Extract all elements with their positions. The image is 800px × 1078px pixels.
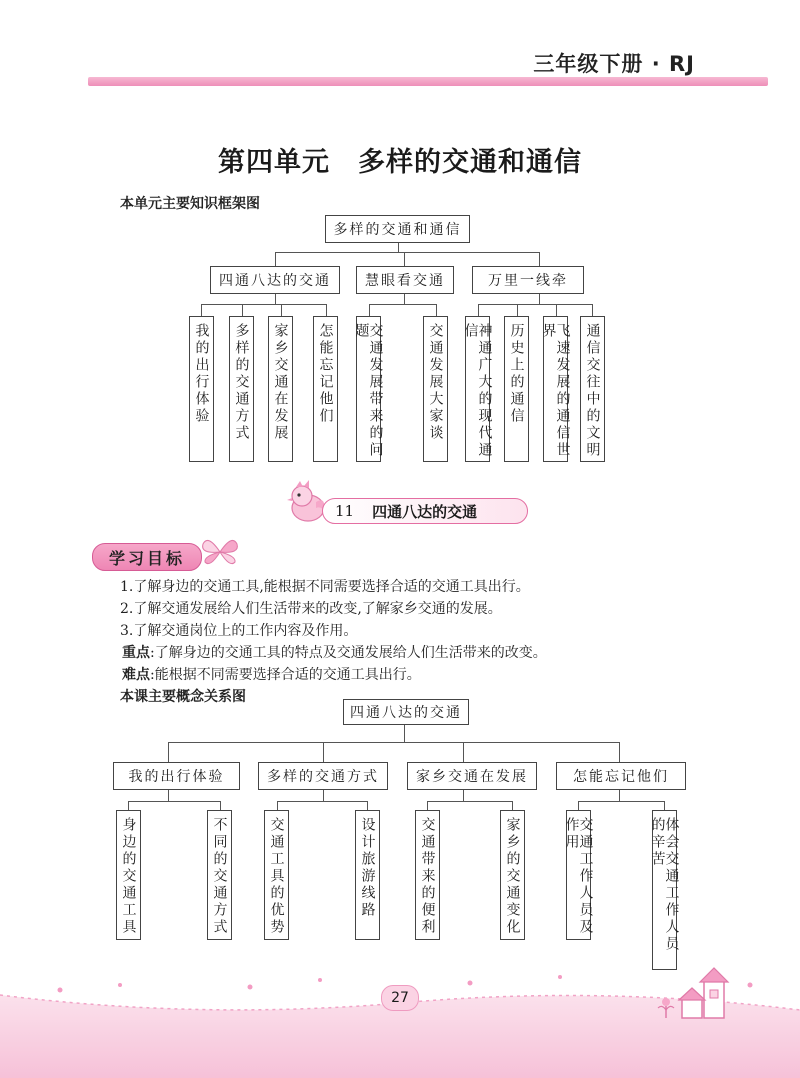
framework-leaf: 交通发展带来的问题 bbox=[356, 316, 381, 462]
concept-leaf: 交通带来的便利 bbox=[415, 810, 440, 940]
connector bbox=[201, 304, 326, 305]
connector bbox=[427, 801, 513, 802]
house-icon bbox=[652, 966, 732, 1022]
concept-branch: 家乡交通在发展 bbox=[407, 762, 537, 790]
connector bbox=[404, 293, 405, 304]
goal-item: 3.了解交通岗位上的工作内容及作用。 bbox=[120, 623, 358, 639]
framework-leaf: 通信交往中的文明 bbox=[580, 316, 605, 462]
connector bbox=[168, 742, 619, 743]
concept-branch: 怎能忘记他们 bbox=[556, 762, 686, 790]
connector bbox=[323, 789, 324, 801]
framework-leaf: 我的出行体验 bbox=[189, 316, 214, 462]
difficult-point-label: 难点 bbox=[122, 667, 150, 683]
concept-leaf: 设计旅游线路 bbox=[355, 810, 380, 940]
framework-leaf: 交通发展大家谈 bbox=[423, 316, 448, 462]
framework-leaf: 神通广大的现代通信 bbox=[465, 316, 490, 462]
framework-branch: 慧眼看交通 bbox=[356, 266, 454, 294]
connector bbox=[619, 742, 620, 762]
concept-leaf: 交通工具的优势 bbox=[264, 810, 289, 940]
framework-root: 多样的交通和通信 bbox=[325, 215, 470, 243]
concept-leaf: 家乡的交通变化 bbox=[500, 810, 525, 940]
concept-leaf: 交通工作人员及作用 bbox=[566, 810, 591, 940]
goal-item: 1.了解身边的交通工具,能根据不同需要选择合适的交通工具出行。 bbox=[120, 579, 530, 595]
page-number: 27 bbox=[381, 985, 419, 1011]
key-point bbox=[122, 642, 547, 662]
connector bbox=[275, 252, 540, 253]
connector bbox=[275, 293, 276, 304]
concept-root: 四通八达的交通 bbox=[343, 699, 469, 725]
connector bbox=[578, 801, 665, 802]
concept-branch: 多样的交通方式 bbox=[258, 762, 388, 790]
connector bbox=[478, 304, 592, 305]
lesson-title: 四通八达的交通 bbox=[372, 502, 478, 521]
butterfly-icon bbox=[200, 534, 240, 570]
framework-leaf: 历史上的通信 bbox=[504, 316, 529, 462]
framework-leaf: 多样的交通方式 bbox=[229, 316, 254, 462]
connector bbox=[398, 242, 399, 252]
connector bbox=[539, 293, 540, 304]
connector bbox=[404, 252, 405, 266]
connector bbox=[619, 789, 620, 801]
connector bbox=[128, 801, 220, 802]
framework-leaf: 飞速发展的通信世界 bbox=[543, 316, 568, 462]
concept-leaf: 身边的交通工具 bbox=[116, 810, 141, 940]
goal-item: 2.了解交通发展给人们生活带来的改变,了解家乡交通的发展。 bbox=[120, 601, 502, 617]
key-point-text: :了解身边的交通工具的特点及交通发展给人们生活带来的改变。 bbox=[150, 645, 547, 661]
connector bbox=[369, 304, 436, 305]
concept-leaf: 不同的交通方式 bbox=[207, 810, 232, 940]
connector bbox=[277, 801, 368, 802]
goals-tag: 学习目标 bbox=[92, 543, 202, 571]
framework-leaf: 家乡交通在发展 bbox=[268, 316, 293, 462]
connector bbox=[539, 252, 540, 266]
bird-mascot-icon bbox=[282, 478, 330, 526]
lesson-number: 11 bbox=[335, 502, 355, 520]
connector bbox=[404, 724, 405, 742]
connector bbox=[323, 742, 324, 762]
connector bbox=[168, 789, 169, 801]
difficult-point-text: :能根据不同需要选择合适的交通工具出行。 bbox=[150, 667, 421, 683]
unit-title: 第四单元 多样的交通和通信 bbox=[218, 147, 582, 178]
lesson-banner bbox=[322, 498, 528, 524]
concept-leaf: 体会交通工作人员的辛苦 bbox=[652, 810, 677, 970]
key-point-label: 重点 bbox=[122, 645, 150, 661]
concept-branch: 我的出行体验 bbox=[113, 762, 240, 790]
connector bbox=[168, 742, 169, 762]
difficult-point bbox=[122, 664, 421, 684]
connector bbox=[463, 789, 464, 801]
concept-label: 本课主要概念关系图 bbox=[120, 689, 246, 705]
header-rule bbox=[88, 77, 768, 86]
framework-leaf: 怎能忘记他们 bbox=[313, 316, 338, 462]
framework-branch: 万里一线牵 bbox=[472, 266, 584, 294]
framework-label: 本单元主要知识框架图 bbox=[120, 196, 260, 212]
framework-branch: 四通八达的交通 bbox=[210, 266, 340, 294]
connector bbox=[275, 252, 276, 266]
grade-label: 三年级下册 · RJ bbox=[533, 52, 695, 76]
connector bbox=[463, 742, 464, 762]
